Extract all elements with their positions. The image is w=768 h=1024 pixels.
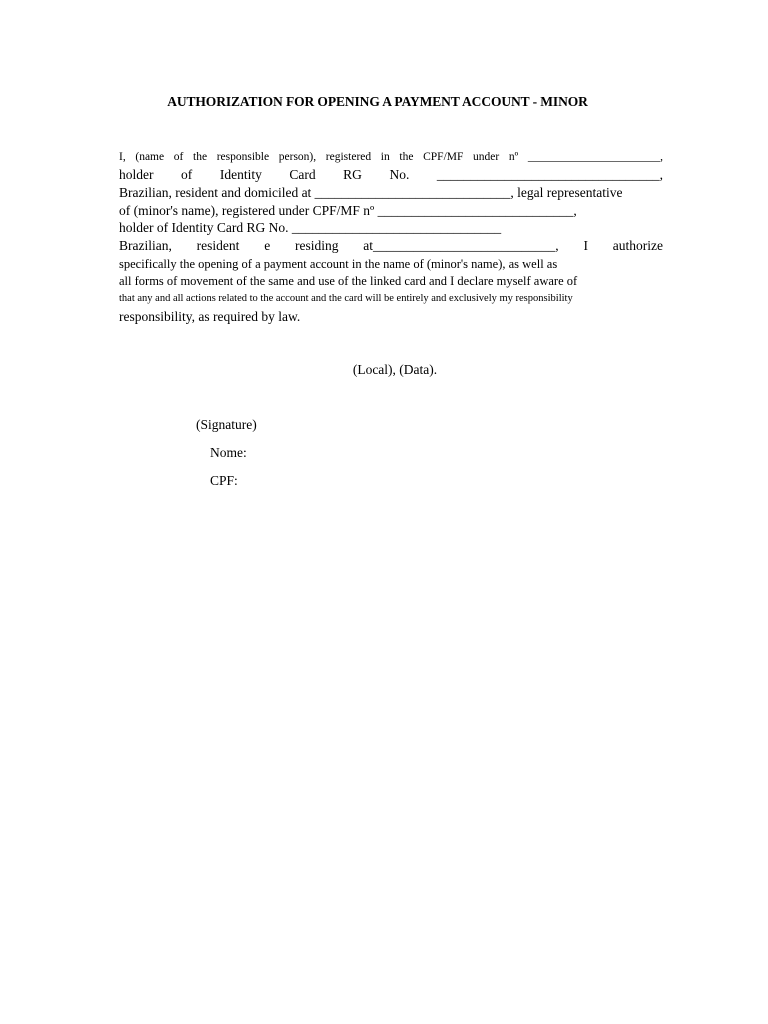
body-line-3: Brazilian, resident and domiciled at _____________________________, legal representative [119,185,623,200]
body-line-8: all forms of movement of the same and use of the linked card and I declare myself aware of [119,274,578,288]
body-line-9: that any and all actions related to the account and the card will be entirely and exclusively my responsibility [119,293,573,304]
body-line-6: Brazilian, resident e residing at___________________________, I authorize [119,238,663,253]
body-line-1: I, (name of the responsible person), registered in the CPF/MF under nº _______________________, [119,151,663,163]
body-line-10: responsibility, as required by law. [119,309,301,324]
document-title: AUTHORIZATION FOR OPENING A PAYMENT ACCOUNT - MINOR [167,94,588,109]
body-line-2: holder of Identity Card RG No. _________________________________, [119,167,663,182]
place-date: (Local), (Data). [352,362,438,377]
signature-label: (Signature) [196,417,257,432]
name-label: Nome: [210,445,247,460]
body-line-5: holder of Identity Card RG No. _______________________________ [119,220,502,235]
body-line-7: specifically the opening of a payment account in the name of (minor's name), as well as [119,257,558,271]
body-line-4: of (minor's name), registered under CPF/MF nº _____________________________, [119,203,577,218]
cpf-label: CPF: [210,473,238,488]
